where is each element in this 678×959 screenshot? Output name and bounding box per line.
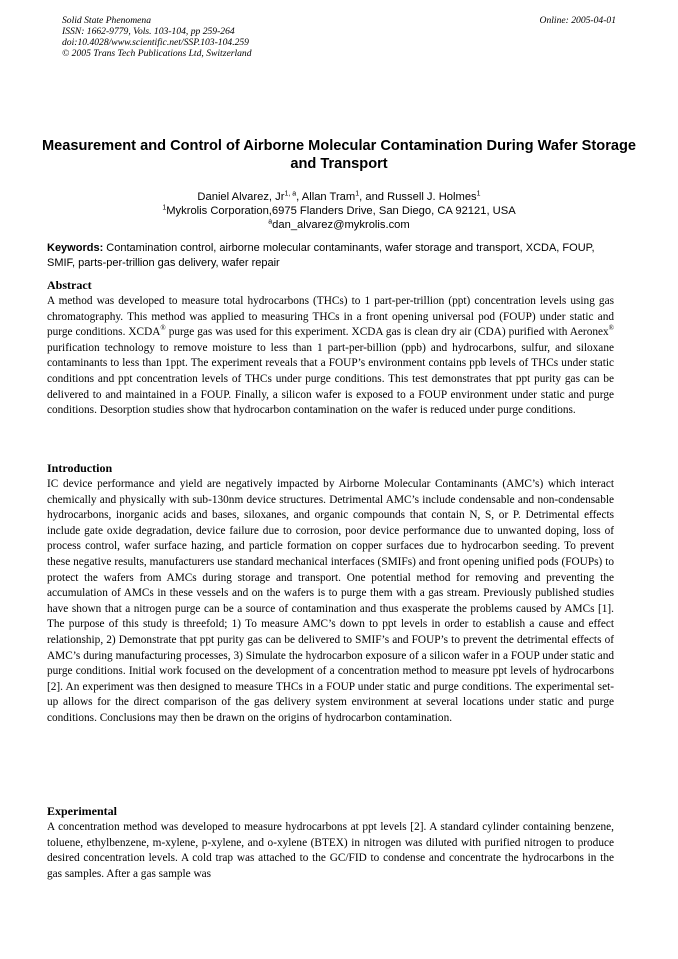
abstract-text-2: purge gas was used for this experiment. XCDA gas is clean dry air (CDA) purified with Aeronex [165,326,609,339]
email-line [40,218,638,232]
registered-mark: ® [608,324,614,333]
author-2-affiliation-mark: 1 [355,190,360,198]
author-block [40,190,638,232]
affiliation-mark: 1 [162,204,167,212]
email-mark: a [268,218,273,226]
author-2: , Allan Tram [296,191,356,203]
author-3: , and Russell J. Holmes [359,191,477,203]
registered-mark: ® [160,324,166,333]
keywords [47,241,614,270]
affiliation [40,204,638,218]
affiliation-text: Mykrolis Corporation,6975 Flanders Drive, San Diego, CA 92121, USA [166,205,516,217]
keywords-text: Contamination control, airborne molecular contaminants, wafer storage and transport, XCDA, FOUP, SMIF, parts-per-trillion gas delivery, wafer repair [47,242,595,269]
author-3-affiliation-mark: 1 [476,190,481,198]
abstract-paragraph [47,294,614,419]
experimental-heading: Experimental [47,804,117,818]
experimental-paragraph: A concentration method was developed to measure hydrocarbons at ppt levels [2]. A standard cylinder containing benzene, toluene, ethylbenzene, m-xylene, p-xylene, and o-xylene (BTEX) in nitrogen was diluted with purified nitrogen to produce desired concentration levels. A cold trap was attached to the GC/FID to condense and concentrate the hydrocarbons in the gas samples. After a gas sample was [47,821,614,880]
abstract-text-1: A method was developed to measure total hydrocarbons (THCs) to 1 part-per-trillion (ppt) concentration levels using gas chromatography. This method was applied to measuring THCs in a front opening universal pod (FOUP) under static and purge conditions. XCDA [47,295,614,339]
author-email: dan_alvarez@mykrolis.com [272,219,410,231]
keywords-label: Keywords: [47,242,104,254]
abstract-heading: Abstract [47,278,92,292]
copyright-line: © 2005 Trans Tech Publications Ltd, Switzerland [62,48,252,59]
issn-line: ISSN: 1662-9779, Vols. 103-104, pp 259-264 [62,26,235,37]
online-date: Online: 2005-04-01 [539,15,616,26]
author-1-affiliation-mark: 1, a [284,190,297,198]
journal-header [62,15,252,59]
journal-name: Solid State Phenomena [62,15,151,26]
author-1: Daniel Alvarez, Jr [197,191,285,203]
paper-title: Measurement and Control of Airborne Molecular Contamination During Wafer Storage and Transport [41,138,637,172]
author-list [40,190,638,204]
introduction-paragraph: IC device performance and yield are negatively impacted by Airborne Molecular Contaminants (AMC’s) which interact chemically and physically with sub-130nm device structures. Detrimental AMC’s include condensable and non-condensable hydrocarbons, inorganic acids and bases, siloxanes, and organic compounds that contain N, S, or P. Detrimental effects include gate oxide degradation, device failure due to corrosion, poor device performance due to unwanted doping, loss of process control, wafer surface hazing, and particle formation on copper surfaces due to hydrocarbon seeding. To prevent these negative results, manufacturers use standard mechanical interfaces (SMIFs) and front opening unified pods (FOUPs) to protect the wafers from AMCs during storage and transport. One potential method for removing and preventing the accumulation of AMCs in these vessels and on the wafers is to purge them with a gas stream. Previously published studies have shown that a nitrogen purge can be a source of contamination and thus exasperate the problems caused by AMCs [1]. The purpose of this study is threefold; 1) To measure AMC’s down to ppt levels in order to establish a cause and effect relationship, 2) Demonstrate that ppt purity gas can be delivered to SMIF’s and FOUP’s to prevent the detrimental effects of AMC’s during manufacturing processes, 3) Simulate the hydrocarbon exposure of a silicon wafer in a FOUP under static and purge conditions. Initial work focused on the development of a concentration method to measure ppt levels of hydrocarbons [2]. An experiment was then designed to measure THCs in a FOUP under static and purge conditions. The experimental set-up allows for the direct comparison of the gas delivery system environment at several locations under static and purge conditions. Conclusions may then be drawn on the origins of hydrocarbon contamination. [47,478,614,724]
introduction-heading: Introduction [47,461,113,475]
doi-line: doi:10.4028/www.scientific.net/SSP.103-104.259 [62,37,249,48]
abstract-text-3: purification technology to remove moisture to less than 1 part-per-billion (ppb) and hydrocarbons, sulfur, and siloxane contaminants to less than 1ppt. The experiment reveals that a FOUP’s environment contains ppb levels of THCs under static conditions and ppt concentration levels of THCs under purge conditions. This test demonstrates that ppt purity gas can be delivered to and maintained in a FOUP. Finally, a silicon wafer is exposed to a FOUP environment under static and purge conditions. Desorption studies show that hydrocarbon contamination on the wafer is reduced under purge conditions. [47,341,614,417]
